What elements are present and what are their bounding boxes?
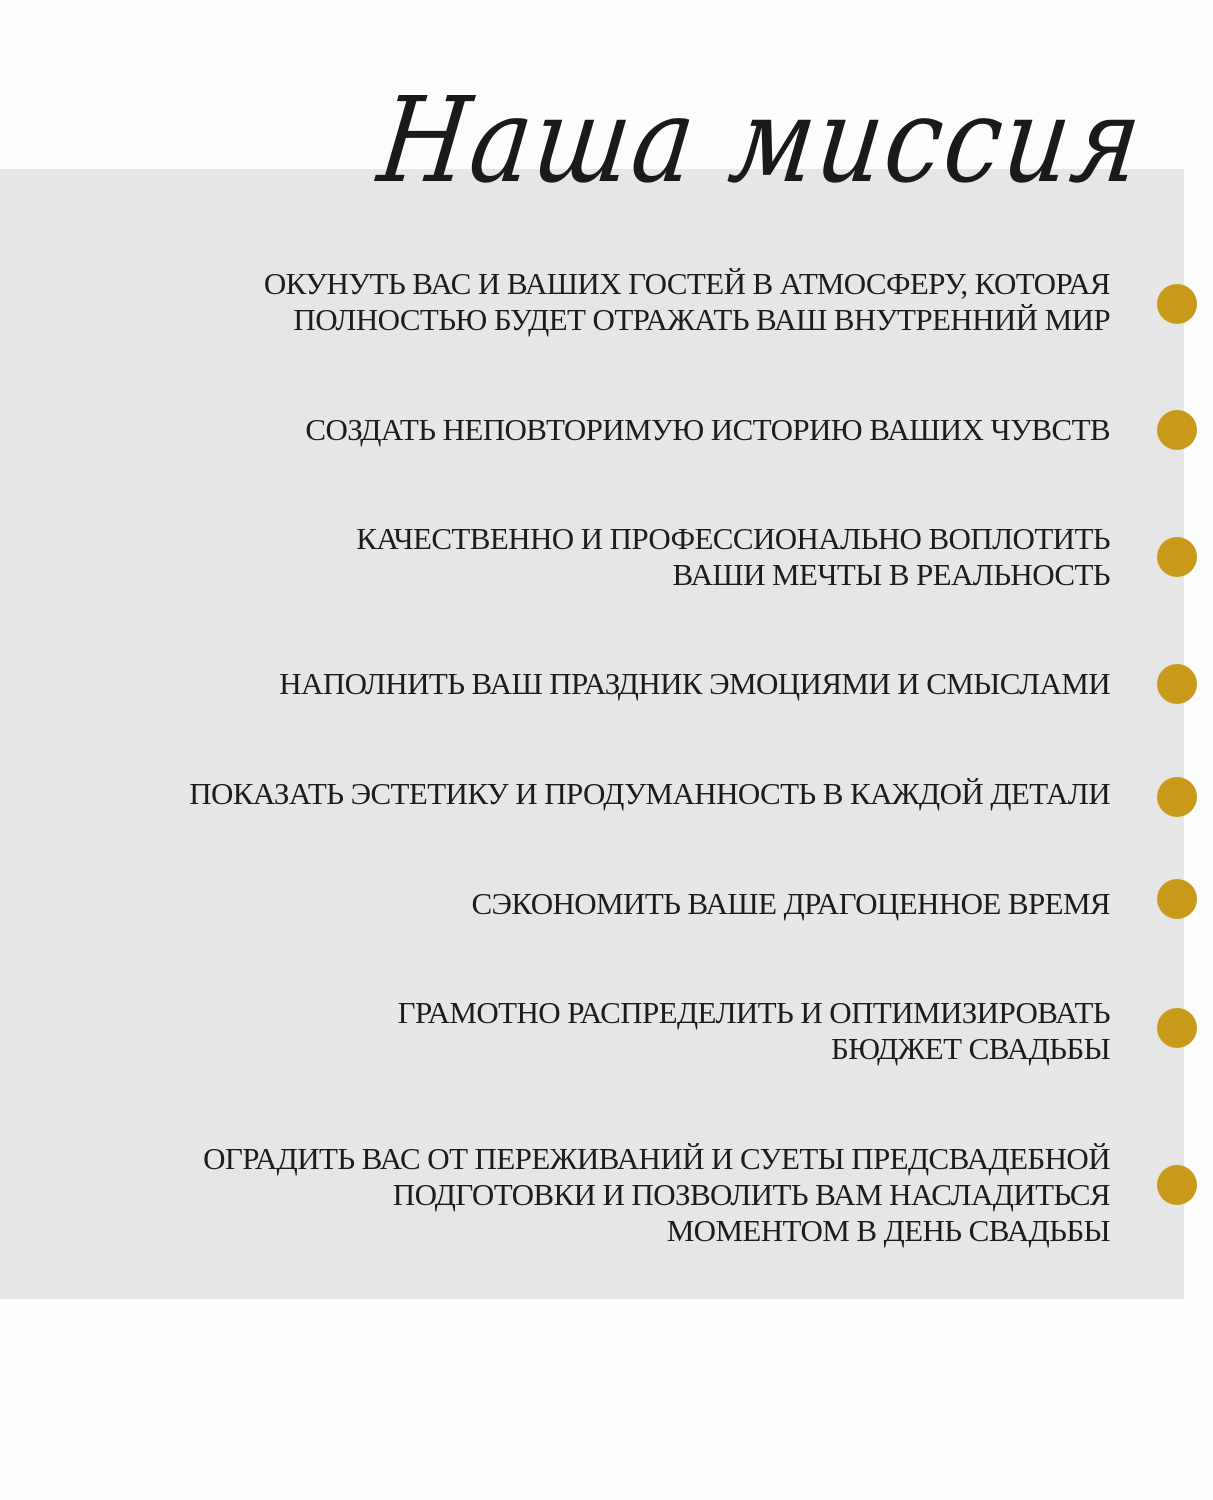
mission-item-text: СОЗДАТЬ НЕПОВТОРИМУЮ ИСТОРИЮ ВАШИХ ЧУВСТВ <box>305 412 1110 447</box>
gold-circle-icon <box>1157 537 1197 577</box>
mission-item-text: ОКУНУТЬ ВАС И ВАШИХ ГОСТЕЙ В АТМОСФЕРУ, КОТОРАЯ ПОЛНОСТЬЮ БУДЕТ ОТРАЖАТЬ ВАШ ВНУТРЕННИЙ МИР <box>263 266 1110 337</box>
mission-item-text: КАЧЕСТВЕННО И ПРОФЕССИОНАЛЬНО ВОПЛОТИТЬ ВАШИ МЕЧТЫ В РЕАЛЬНОСТЬ <box>356 521 1110 592</box>
mission-item-text: ПОКАЗАТЬ ЭСТЕТИКУ И ПРОДУМАННОСТЬ В КАЖДОЙ ДЕТАЛИ <box>189 776 1110 811</box>
background-panel <box>0 169 1184 1299</box>
gold-circle-icon <box>1157 410 1197 450</box>
mission-item-text: СЭКОНОМИТЬ ВАШЕ ДРАГОЦЕННОЕ ВРЕМЯ <box>471 886 1110 921</box>
mission-item-text: ГРАМОТНО РАСПРЕДЕЛИТЬ И ОПТИМИЗИРОВАТЬ БЮДЖЕТ СВАДЬБЫ <box>397 995 1110 1066</box>
gold-circle-icon <box>1157 1008 1197 1048</box>
mission-item-text: НАПОЛНИТЬ ВАШ ПРАЗДНИК ЭМОЦИЯМИ И СМЫСЛАМИ <box>279 666 1110 701</box>
gold-circle-icon <box>1157 664 1197 704</box>
gold-circle-icon <box>1157 879 1197 919</box>
mission-item-text: ОГРАДИТЬ ВАС ОТ ПЕРЕЖИВАНИЙ И СУЕТЫ ПРЕДСВАДЕБНОЙ ПОДГОТОВКИ И ПОЗВОЛИТЬ ВАМ НАСЛАДИТЬСЯ МОМЕНТОМ В ДЕНЬ СВАДЬБЫ <box>203 1141 1110 1248</box>
gold-circle-icon <box>1157 284 1197 324</box>
gold-circle-icon <box>1157 1165 1197 1205</box>
gold-circle-icon <box>1157 777 1197 817</box>
page-title: Наша миссия <box>372 71 1151 209</box>
